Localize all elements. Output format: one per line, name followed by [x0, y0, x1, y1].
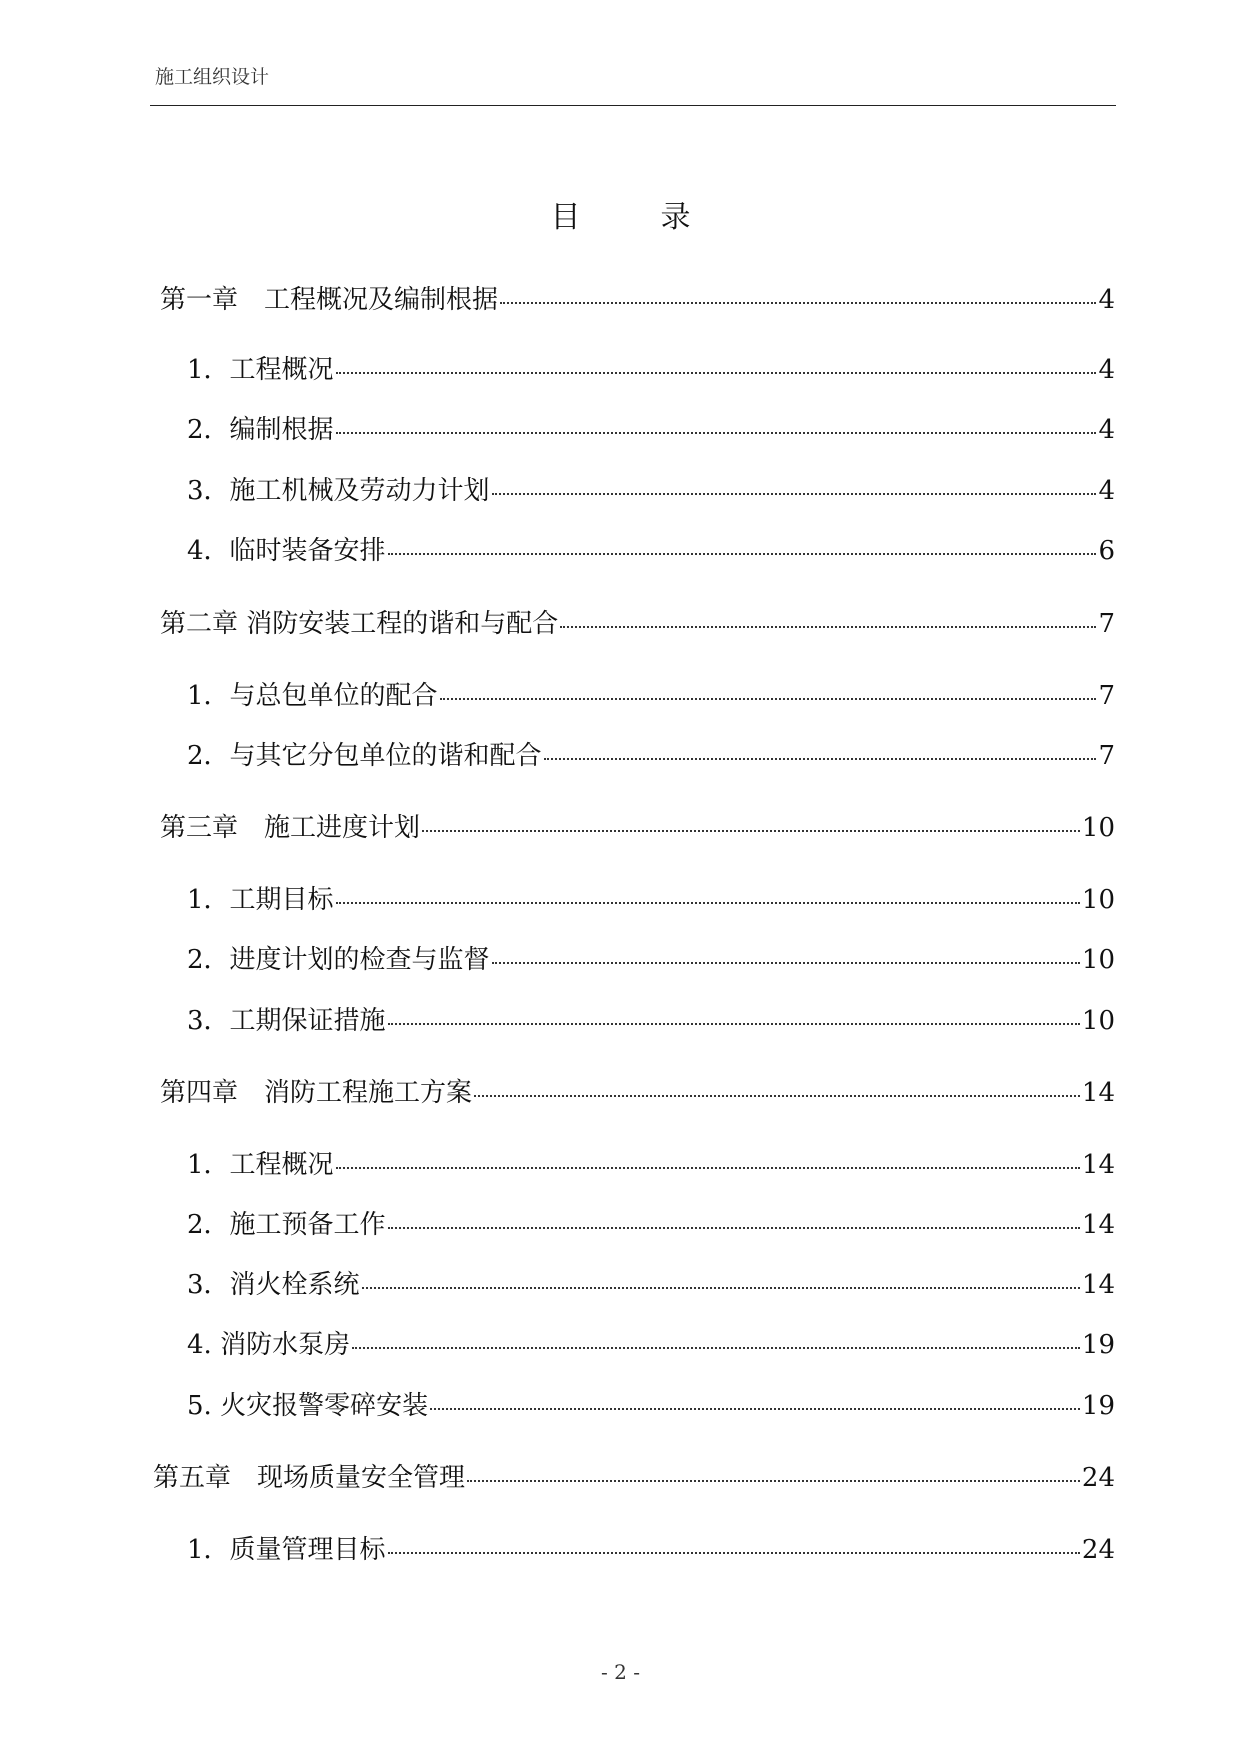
toc-entry-page: 4	[1098, 476, 1115, 506]
toc-section[interactable]	[187, 1388, 1115, 1424]
toc-dot-leader	[336, 1166, 1080, 1169]
toc-entry-label: 第四章 消防工程施工方案	[160, 1078, 473, 1108]
toc-entry-label: 4．临时装备安排	[187, 536, 386, 566]
toc-dot-leader	[544, 757, 1097, 760]
toc-entry-page: 6	[1098, 536, 1115, 566]
toc-dot-leader	[388, 552, 1097, 555]
toc-section[interactable]	[187, 1327, 1115, 1363]
toc-entry-label: 1．工程概况	[187, 355, 334, 385]
toc-entry-label: 2．与其它分包单位的谐和配合	[187, 741, 542, 771]
toc-dot-leader	[500, 301, 1096, 304]
toc-entry-label: 3．工期保证措施	[187, 1006, 386, 1036]
toc-chapter[interactable]	[153, 1460, 1115, 1496]
toc-entry-page: 4	[1098, 355, 1115, 385]
toc-section[interactable]	[187, 1207, 1115, 1243]
toc-entry-page: 10	[1081, 885, 1115, 915]
toc-entry-page: 14	[1081, 1150, 1115, 1180]
toc-entry-page: 14	[1081, 1078, 1115, 1108]
toc-section[interactable]	[187, 882, 1115, 918]
toc-dot-leader	[492, 492, 1097, 495]
toc-section[interactable]	[187, 1267, 1115, 1303]
toc-dot-leader	[336, 371, 1097, 374]
header-divider	[150, 105, 1116, 106]
toc-entry-page: 10	[1081, 945, 1115, 975]
toc-entry-label: 3．施工机械及劳动力计划	[187, 476, 490, 506]
header-title: 施工组织设计	[155, 66, 270, 88]
toc-entry-label: 2．编制根据	[187, 415, 334, 445]
toc-entry-page: 7	[1098, 681, 1115, 711]
toc-entry-page: 19	[1081, 1330, 1115, 1360]
toc-entry-label: 第三章 施工进度计划	[160, 813, 421, 843]
toc-entry-label: 1．工程概况	[187, 1150, 334, 1180]
toc-entry-label: 1．与总包单位的配合	[187, 681, 438, 711]
toc-dot-leader	[492, 961, 1080, 964]
toc-entry-label: 第五章 现场质量安全管理	[153, 1463, 466, 1493]
toc-dot-leader	[388, 1226, 1080, 1229]
toc-entry-page: 14	[1081, 1210, 1115, 1240]
toc-chapter[interactable]	[160, 810, 1115, 846]
toc-entry-label: 3．消火栓系统	[187, 1270, 360, 1300]
toc-section[interactable]	[187, 1147, 1115, 1183]
toc-entry-page: 7	[1098, 741, 1115, 771]
toc-entry-page: 7	[1098, 609, 1115, 639]
toc-entry-label: 2．施工预备工作	[187, 1210, 386, 1240]
toc-dot-leader	[440, 697, 1097, 700]
toc-dot-leader	[422, 829, 1080, 832]
toc-entry-label: 4. 消防水泵房	[187, 1330, 351, 1360]
toc-section[interactable]	[187, 942, 1115, 978]
toc-dot-leader	[560, 625, 1096, 628]
toc-chapter[interactable]	[160, 282, 1115, 318]
toc-section[interactable]	[187, 1532, 1115, 1568]
toc-dot-leader	[362, 1286, 1080, 1289]
page-number: - 2 -	[601, 1660, 640, 1684]
toc-entry-page: 10	[1081, 1006, 1115, 1036]
toc-entry-label: 第一章 工程概况及编制根据	[160, 285, 499, 315]
toc-entry-page: 24	[1081, 1535, 1115, 1565]
toc-entry-page: 4	[1098, 285, 1115, 315]
toc-entry-label: 1．工期目标	[187, 885, 334, 915]
toc-dot-leader	[352, 1346, 1080, 1349]
toc-dot-leader	[336, 901, 1080, 904]
toc-entry-page: 10	[1081, 813, 1115, 843]
toc-chapter[interactable]	[160, 1075, 1115, 1111]
toc-entry-label: 第二章 消防安装工程的谐和与配合	[160, 609, 559, 639]
toc-entry-label: 1．质量管理目标	[187, 1535, 386, 1565]
toc-section[interactable]	[187, 678, 1115, 714]
toc-dot-leader	[474, 1094, 1080, 1097]
toc-dot-leader	[467, 1479, 1080, 1482]
toc-section[interactable]	[187, 1003, 1115, 1039]
toc-dot-leader	[388, 1022, 1080, 1025]
toc-entry-page: 24	[1081, 1463, 1115, 1493]
toc-section[interactable]	[187, 352, 1115, 388]
toc-title: 目录	[550, 200, 771, 235]
toc-section[interactable]	[187, 473, 1115, 509]
toc-section[interactable]	[187, 738, 1115, 774]
toc-entry-page: 4	[1098, 415, 1115, 445]
toc-dot-leader	[388, 1551, 1080, 1554]
toc-section[interactable]	[187, 533, 1115, 569]
toc-entry-label: 2．进度计划的检查与监督	[187, 945, 490, 975]
toc-entry-label: 5. 火灾报警零碎安装	[187, 1391, 429, 1421]
toc-dot-leader	[430, 1407, 1080, 1410]
toc-dot-leader	[336, 431, 1097, 434]
toc-section[interactable]	[187, 412, 1115, 448]
toc-entry-page: 19	[1081, 1391, 1115, 1421]
toc-chapter[interactable]	[160, 606, 1115, 642]
toc-entry-page: 14	[1081, 1270, 1115, 1300]
